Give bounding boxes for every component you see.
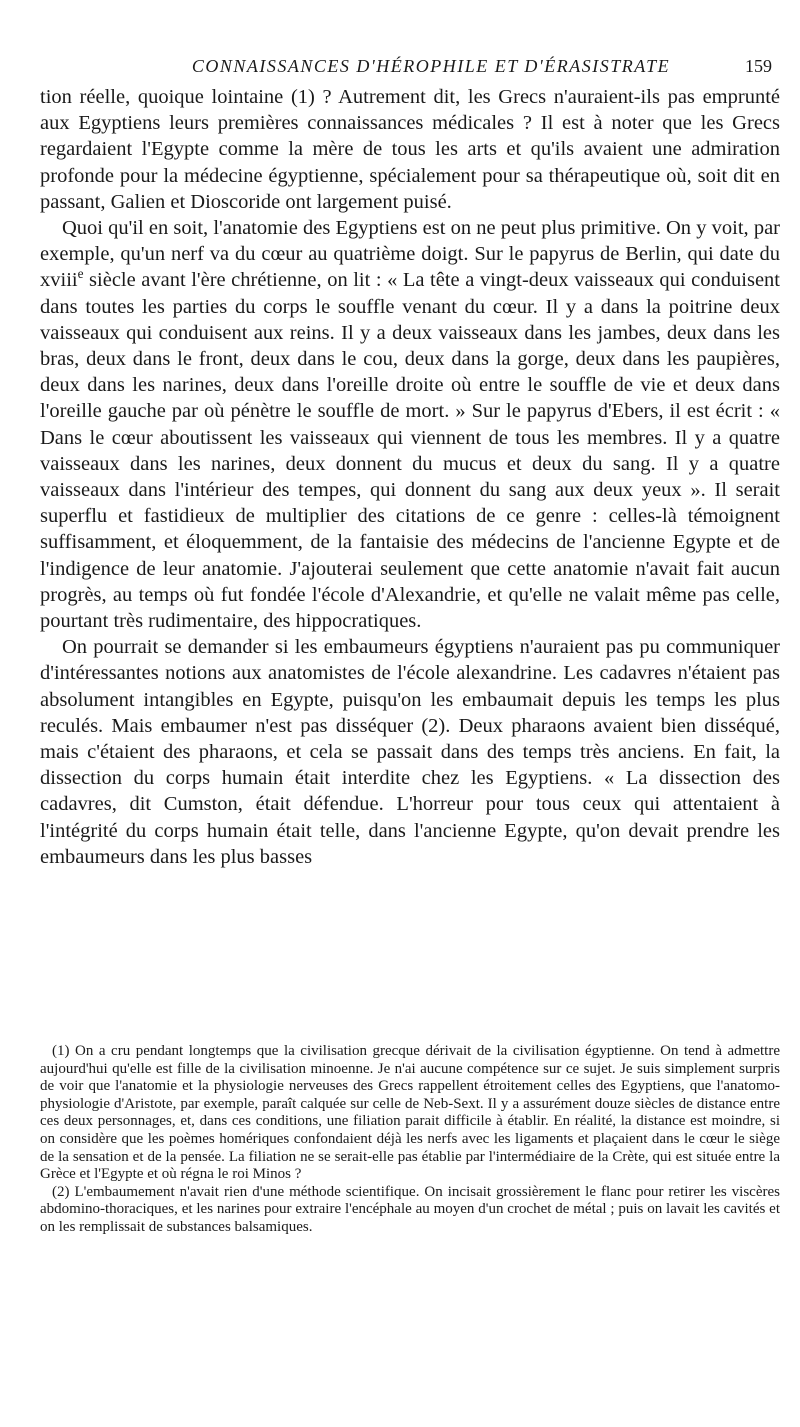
body-text [40, 84, 780, 870]
paragraph-2-part-1: Quoi qu'il en soit, l'anatomie des Egyptiens est on ne peut plus primitive. On y voit, par exemple, qu'un nerf va du cœur au quatrième doigt. Sur le papyrus de Berlin, qui date du xviii [40, 217, 780, 292]
page-header [90, 56, 772, 82]
paragraph-2-part-2: siècle avant l'ère chrétienne, on lit : « La tête a vingt-deux vaisseaux qui conduisent dans toutes les parties du corps le souffle venant du cœur. Il y a dans la poitrine deux vaisseaux qui conduisent aux reins. Il y a deux vaisseaux dans les jambes, deux dans les bras, deux dans le front, deux dans le cou, deux dans la gorge, deux dans les paupières, deux dans les narines, deux dans l'oreille droite où entre le souffle de vie et deux dans l'oreille gauche par où pénètre le souffle de mort. » Sur le papyrus d'Ebers, il est écrit : « Dans le cœur aboutissent les vaisseaux qui viennent de tous les membres. Il y a quatre vaisseaux dans les narines, deux donnent du mucus et deux du sang. Il y a quatre vaisseaux dans l'intérieur des tempes, qui donnent du sang aux deux yeux ». Il serait superflu et fastidieux de multiplier des citations de ce genre : celles-là témoignent suffisamment, et éloquemment, de la fantaisie des médecins de l'ancienne Egypte et de l'indigence de leur anatomie. J'ajouterai seulement que cette anatomie n'avait fait aucun progrès, au temps où fut fondée l'école d'Alexandrie, et qu'elle ne valait même pas celle, pourtant très rudimentaire, des hippocratiques. [40, 269, 780, 633]
footnote-2: (2) L'embaumement n'avait rien d'une méthode scientifique. On incisait grossièrement le flanc pour retirer les viscères abdomino-thoraciques, et les narines pour extraire l'encéphale au moyen d'un crochet de métal ; puis on lavait les cavités et on les remplissait de substances balsamiques. [40, 1183, 780, 1235]
page-number: 159 [745, 56, 772, 76]
paragraph-2 [40, 215, 780, 634]
century-superscript: e [77, 266, 84, 282]
running-title: CONNAISSANCES D'HÉROPHILE ET D'ÉRASISTRATE [191, 56, 671, 76]
paragraph-3: On pourrait se demander si les embaumeurs égyptiens n'auraient pas pu communiquer d'intéressantes notions aux anatomistes de l'école alexandrine. Les cadavres n'étaient pas absolument intangibles en Egypte, puisqu'on les embaumait depuis les temps les plus reculés. Mais embaumer n'est pas disséquer (2). Deux pharaons avaient bien disséqué, mais c'étaient des pharaons, et cela se passait dans des temps très anciens. En fait, la dissection du corps humain était interdite chez les Egyptiens. « La dissection des cadavres, dit Cumston, était défendue. L'horreur pour tous ceux qui attentaient à l'intégrité du corps humain était telle, dans l'ancienne Egypte, qu'on devait prendre les embaumeurs dans les plus basses [40, 636, 780, 868]
paragraph-1: tion réelle, quoique lointaine (1) ? Autrement dit, les Grecs n'auraient-ils pas emprunté aux Egyptiens leurs premières connaissances médicales ? Il est à noter que les Grecs regardaient l'Egypte comme la mère de tous les arts et qu'ils avaient une admiration profonde pour la médecine égyptienne, spécialement pour sa thérapeutique où, soit dit en passant, Galien et Dioscoride ont largement puisé. [40, 86, 780, 213]
footnote-1: (1) On a cru pendant longtemps que la civilisation grecque dérivait de la civilisation égyptienne. On tend à admettre aujourd'hui qu'elle est fille de la civilisation minoenne. Je n'ai aucune compétence sur ce sujet. Je suis simplement surpris de voir que l'anatomie et la physiologie nerveuses des Grecs rappellent étroitement celles des Egyptiens, que l'anatomo-physiologie d'Aristote, par exemple, paraît calquée sur celle de Neb-Sext. Il y a assurément douze siècles de distance entre ces deux personnages, et, dans ces conditions, une filiation parait difficile à établir. En réalité, la distance est moindre, si on considère que les poèmes homériques confondaient déjà les nerfs avec les ligaments et plaçaient dans le cœur le siège de la sensation et de la pensée. La filiation ne se serait-elle pas établie par l'intermédiaire de la Crète, qui est située entre la Grèce et l'Egypte et où régna le roi Minos ? [40, 1043, 780, 1183]
footnotes [40, 1043, 780, 1237]
